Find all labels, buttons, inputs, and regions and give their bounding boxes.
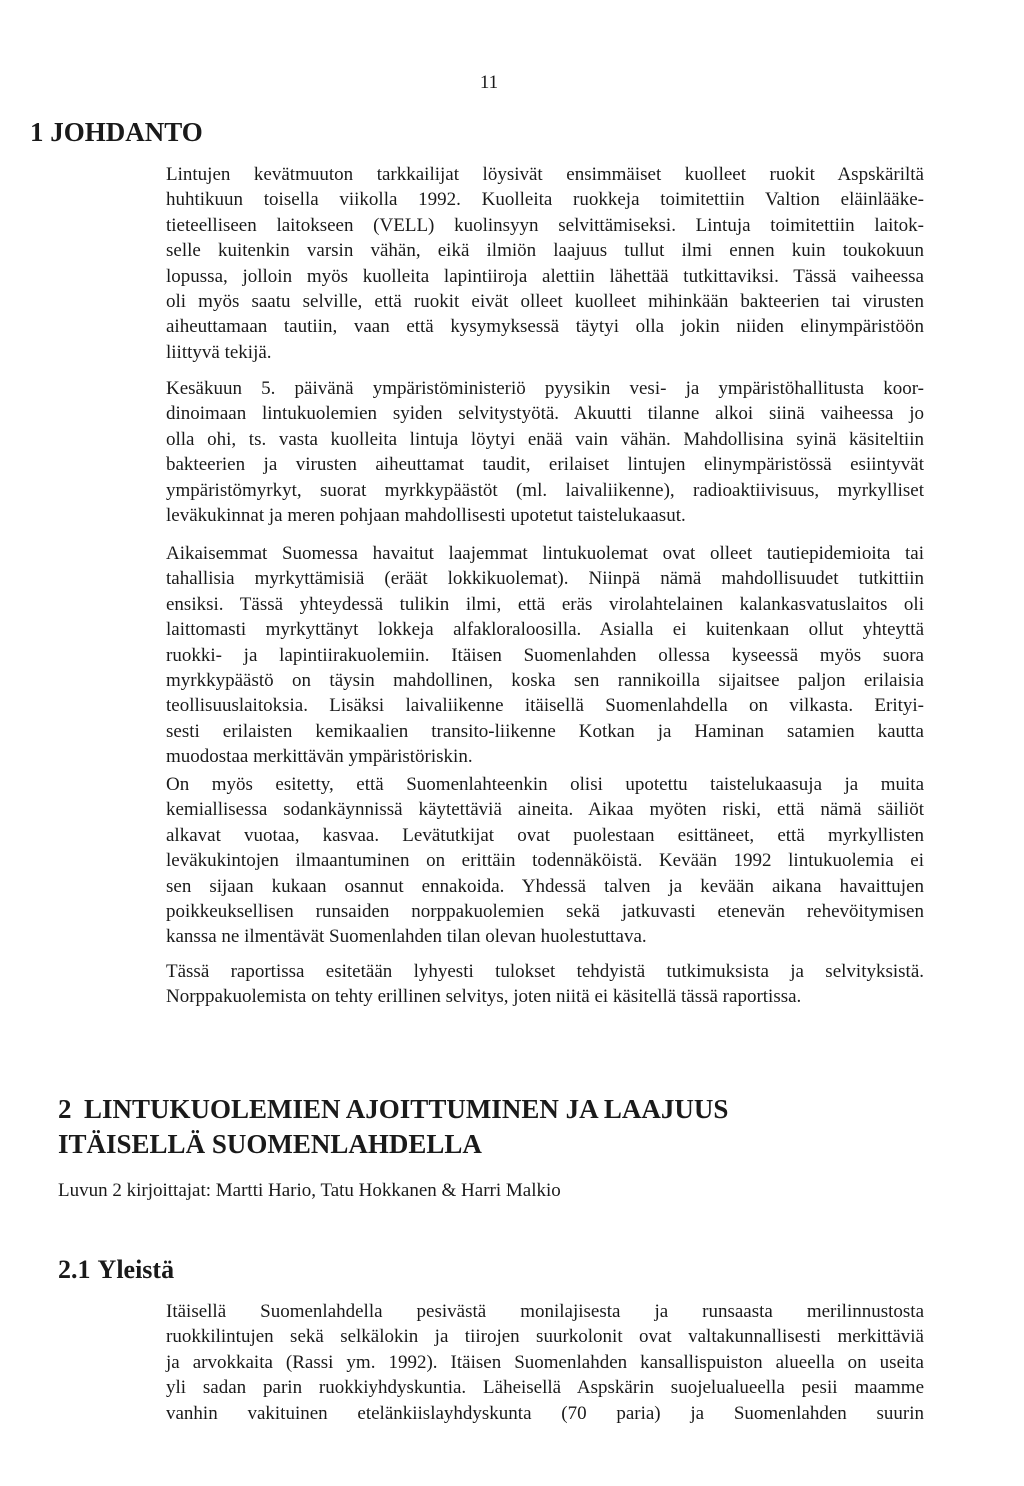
text-line: Lintujen kevätmuuton tarkkailijat löysivät ensimmäiset kuolleet ruokit Aspskäriltä [166,164,924,185]
text-line: poikkeuksellisen runsaiden norppakuolemien sekä jatkuvasti etenevän rehevöitymisen [166,901,924,923]
text-line: Aikaisemmat Suomessa havaitut laajemmat lintukuolemat ovat olleet tautiepidemioita tai [166,543,924,564]
text-line: dinoimaan lintukuolemien syiden selvitystyötä. Akuutti tilanne alkoi siinä vaiheessa jo [166,403,924,425]
text-line: leväkukintojen ilmaantuminen on erittäin todennäköistä. Kevään 1992 lintukuolemia ei [166,850,924,872]
text-line: Itäisellä Suomenlahdella pesivästä monilajisesta ja runsaasta merilinnustosta [166,1301,924,1322]
text-line: olla ohi, ts. vasta kuolleita lintuja löytyi enää vain vähän. Mahdollisina syinä käsiteltiin [166,428,924,450]
section-2-heading-line-2: ITÄISELLÄ SUOMENLAHDELLA [58,1129,482,1159]
page-number: 11 [479,72,499,93]
text-line: yli sadan parin ruokkiyhdyskuntia. Läheisellä Aspskärin suojelualueella pesii maamme [166,1377,924,1399]
text-line: bakteerien ja virusten aiheuttamat taudit, erilaiset lintujen elinympäristössä esiintyvät [166,454,924,476]
section-2-heading [58,1092,728,1162]
text-line: ruokki- ja lapintiirakuolemiin. Itäisen Suomenlahden ollessa kyseessä myös suora [166,644,924,666]
text-line: liittyvä tekijä. [166,341,272,363]
text-line: huhtikuun toisella viikolla 1992. Kuolleita ruokkeja toimitettiin Valtion eläinlääke- [166,189,924,211]
text-line: leväkukinnat ja meren pohjaan mahdollisesti upotetut taistelukaasut. [166,505,686,527]
text-line: kanssa ne ilmentävät Suomenlahden tilan olevan huolestuttava. [166,926,647,948]
text-line: kemiallisessa sodankäynnissä käytettäviä aineita. Aikaa myöten riski, että nämä säiliöt [166,799,924,821]
paragraph-5 [166,959,924,1010]
section-2-number: 2 [58,1094,72,1124]
section-2-1-title: Yleistä [97,1255,175,1284]
chapter-authors: Luvun 2 kirjoittajat: Martti Hario, Tatu Hokkanen & Harri Malkio [58,1180,561,1201]
text-line: vanhin vakituinen etelänkiislayhdyskunta (70 paria) ja Suomenlahden suurin [166,1402,924,1424]
section-2-heading-line-1: LINTUKUOLEMIEN AJOITTUMINEN JA LAAJUUS [84,1094,729,1124]
paragraph-2-1 [166,1299,924,1426]
paragraph-1 [166,162,924,365]
text-line: oli myös saatu selville, että ruokit eivät olleet kuolleet mihinkään bakteerien tai virusten [166,291,924,313]
text-line: Tässä raportissa esitetään lyhyesti tulokset tehdyistä tutkimuksista ja selvityksistä. [166,961,924,982]
text-line: sen sijaan kukaan osannut ennakoida. Yhdessä talven ja kevään aikana havaittujen [166,875,924,897]
text-line: sesti erilaisten kemikaalien transito-liikenne Kotkan ja Haminan satamien kautta [166,720,924,742]
text-line: Kesäkuun 5. päivänä ympäristöministeriö pyysikin vesi- ja ympäristöhallitusta koor- [166,378,924,399]
text-line: ympäristömyrkyt, suorat myrkkypäästöt (ml. laivaliikenne), radioaktiivisuus, myrkylliset [166,479,924,501]
text-line: laittomasti myrkyttänyt lokkeja alfakloraloosilla. Asialla ei kuitenkaan ollut yhteyttä [166,619,924,641]
paragraph-4 [166,772,924,950]
section-2-1-heading [58,1255,174,1285]
text-line: ruokkilintujen sekä selkälokin ja tiirojen suurkolonit ovat valtakunnallisesti merkittäviä [166,1326,924,1348]
paragraph-3 [166,541,924,770]
text-line: myrkkypäästö on täysin mahdollinen, koska sen rannikoilla sijaitsee paljon erilaisia [166,670,924,692]
text-line: ja arvokkaita (Rassi ym. 1992). Itäisen Suomenlahden kansallispuiston alueella on useita [166,1351,924,1373]
text-line: selle kuitenkin varsin vähän, eikä ilmiön laajuus tullut ilmi ennen kuin toukokuun [166,240,924,262]
text-line: teollisuuslaitoksia. Lisäksi laivaliikenne itäisellä Suomenlahdella on vilkasta. Erityi- [166,695,924,717]
section-1-heading: 1 JOHDANTO [30,117,203,147]
text-line: aiheuttamaan tautiin, vaan että kysymyksessä täytyi olla jokin niiden elinympäristöön [166,316,924,338]
text-line: tieteelliseen laitokseen (VELL) kuolinsyyn selvittämiseksi. Lintuja toimitettiin laitok- [166,214,924,236]
text-line: muodostaa merkittävän ympäristöriskin. [166,746,473,768]
text-line: tahallisia myrkyttämisiä (eräät lokkikuolemat). Niinpä nämä mahdollisuudet tutkittiin [166,568,924,590]
text-line: ensiksi. Tässä yhteydessä tulikin ilmi, että eräs virolahtelainen kalankasvatuslaitos oli [166,593,924,615]
text-line: On myös esitetty, että Suomenlahteenkin olisi upotettu taistelukaasuja ja muita [166,774,924,795]
paragraph-2 [166,376,924,528]
section-2-1-number: 2.1 [58,1255,91,1284]
text-line: Norppakuolemista on tehty erillinen selvitys, joten niitä ei käsitellä tässä raportissa. [166,986,802,1008]
text-line: lopussa, jolloin myös kuolleita lapintiiroja alettiin lähettää tutkittaviksi. Tässä vaiheessa [166,265,924,287]
text-line: alkavat vuotaa, kasvaa. Levätutkijat ovat puolestaan esittäneet, että myrkyllisten [166,824,924,846]
